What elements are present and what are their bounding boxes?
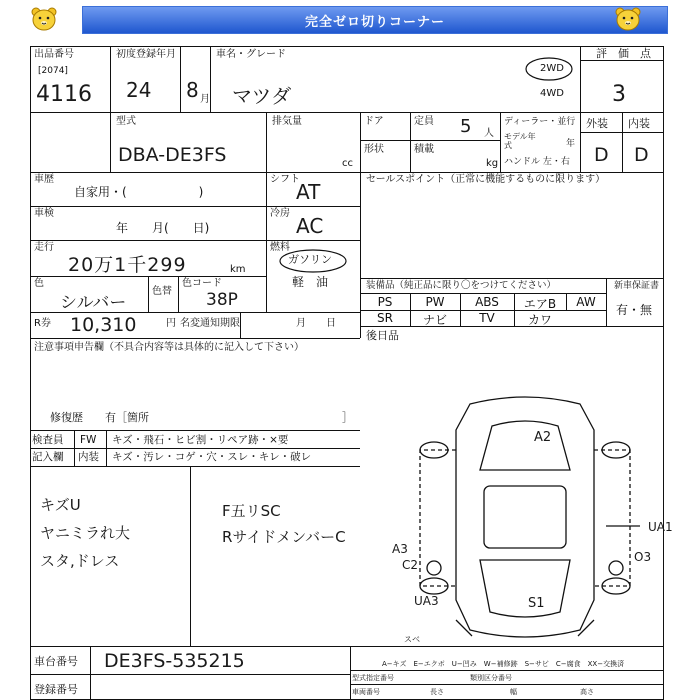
mileage-value: 20万1千299	[68, 254, 187, 276]
class-number-label: 類別区分番号	[470, 674, 512, 682]
inspection-value: 年 月( 日)	[116, 221, 210, 235]
equip-tv: TV	[479, 311, 495, 325]
color-value: シルバー	[60, 293, 127, 313]
interior-code-label: 内装	[78, 451, 99, 463]
door-label: ドア	[364, 116, 384, 127]
bear-mascot-icon-right	[614, 6, 642, 32]
banner	[0, 0, 700, 38]
equip-navi: ナビ	[422, 313, 447, 327]
banner-title: 完全ゼロ切りコーナー	[82, 6, 668, 34]
rating-label: 評 価 点	[596, 47, 651, 60]
drive-2wd: 2WD	[540, 63, 564, 74]
exterior-grade: D	[594, 144, 609, 166]
equip-pw: PW	[425, 295, 445, 309]
shift-value: AT	[296, 180, 321, 204]
rating-value: 3	[612, 82, 626, 107]
dealer-label: ディーラー・並行	[504, 117, 576, 127]
new-warranty-value: 有・無	[616, 303, 653, 317]
height-label: 高さ	[580, 688, 594, 696]
vehicle-number-label: 車両番号	[352, 688, 380, 696]
car-name: マツダ	[232, 84, 292, 108]
yen-unit: 円	[166, 318, 176, 329]
damage-ua3: UA3	[414, 594, 439, 608]
recycle-label: R券	[34, 318, 51, 329]
drive-2wd-circle	[524, 56, 574, 82]
damage-legend: A−キズ E−エクボ U−凹み W−補修跡 S−サビ C−腐食 XX−交換済	[382, 660, 625, 668]
handle-label: ハンドル 左・右	[504, 157, 570, 167]
equip-sr: SR	[377, 311, 393, 325]
equip-airbag: エアB	[523, 297, 557, 311]
model-value: DBA-DE3FS	[118, 144, 227, 166]
kg-unit: kg	[486, 158, 499, 169]
notes-label: 注意事項申告欄（不具合内容等は具体的に記入して下さい）	[34, 342, 304, 353]
width-label: 幅	[510, 688, 517, 696]
back-seat-label: 後日品	[366, 329, 399, 342]
color-change-label: 色替	[152, 286, 172, 297]
length-label: 長さ	[430, 688, 444, 696]
usage-value: 自家用・( )	[74, 185, 204, 199]
repair-history-close: ］	[342, 411, 353, 424]
displacement-label: 排気量	[272, 116, 302, 127]
car-damage-diagram	[410, 390, 640, 646]
first-reg-year: 24	[126, 78, 152, 102]
equip-ps: PS	[377, 295, 393, 309]
equip-aw: AW	[576, 295, 596, 309]
chassis-number: DE3FS-535215	[104, 650, 245, 672]
capacity-value: 5	[460, 116, 472, 137]
name-change-label: 名変通知期限	[180, 318, 240, 329]
repair-history-label: 修復歴 有［箇所	[50, 411, 149, 424]
lot-small: [2074]	[38, 66, 68, 76]
color-code-label: 色コード	[182, 278, 222, 289]
sales-point-label: セールスポイント（正常に機能するものに限ります）	[366, 174, 606, 185]
fuel-label: 燃料	[270, 242, 290, 253]
damage-ua1: UA1	[648, 520, 673, 534]
interior-codes: キズ・汚レ・コゲ・穴・スレ・キレ・破レ	[112, 451, 312, 463]
lot-number: 4116	[36, 82, 92, 107]
fw-label: FW	[80, 434, 97, 446]
shape-label: 形状	[364, 144, 384, 155]
chassis-label: 車台番号	[34, 655, 78, 668]
damage-a3: A3	[392, 542, 408, 556]
inspection-label: 車検	[34, 208, 54, 219]
record-label: 記入欄	[32, 451, 64, 463]
ac-label: 冷房	[270, 208, 290, 219]
equipment-label: 装備品（純正品に限り〇をつけてください）	[366, 280, 557, 291]
ac-value: AC	[296, 214, 324, 238]
damage-s1: S1	[528, 596, 545, 611]
shift-label: シフト	[270, 174, 300, 185]
exterior-label: 外装	[586, 117, 608, 130]
interior-grade: D	[634, 144, 649, 166]
km-unit: km	[230, 264, 246, 275]
equip-abs: ABS	[475, 295, 499, 309]
fuel-gas-circle	[278, 248, 348, 274]
model-label: 型式	[116, 116, 136, 127]
load-label: 積載	[414, 144, 434, 155]
damage-o3: O3	[634, 550, 652, 564]
color-code-value: 38P	[206, 290, 238, 310]
note-left-2: ヤニミラれ大	[40, 524, 131, 542]
interior-label: 内装	[628, 117, 650, 130]
drive-4wd: 4WD	[540, 88, 564, 99]
recycle-value: 10,310	[70, 314, 137, 336]
registration-label: 登録番号	[34, 683, 78, 696]
name-change-value: 月 日	[296, 318, 336, 329]
capacity-label: 定員	[414, 116, 434, 127]
usage-label: 車歴	[34, 174, 54, 185]
fw-codes: キズ・飛石・ヒビ割・リペア跡・×要	[112, 434, 289, 446]
type-designation-label: 型式指定番号	[352, 674, 394, 682]
lot-label: 出品番号	[34, 49, 74, 60]
new-warranty-label: 新車保証書	[614, 281, 660, 291]
damage-c2: C2	[402, 558, 419, 572]
note-left-1: キズU	[40, 496, 81, 514]
year-unit: 年	[566, 139, 576, 149]
equip-leather: カワ	[527, 313, 552, 327]
car-name-label: 車名・グレード	[216, 49, 286, 60]
fuel-gas: ガソリン	[288, 253, 332, 266]
cc-unit: cc	[342, 158, 353, 169]
note-left-3: スタ,ドレス	[40, 552, 120, 570]
mileage-label: 走行	[34, 242, 54, 253]
model-year-label: モデル年式	[504, 132, 536, 150]
note-right-2: RサイドメンバーC	[222, 528, 346, 546]
damage-a2: A2	[534, 430, 552, 445]
color-label: 色	[34, 278, 44, 289]
first-reg-month: 8	[186, 78, 199, 102]
capacity-unit: 人	[484, 128, 494, 139]
first-reg-label: 初度登録年月	[116, 49, 176, 60]
month-unit: 月	[200, 94, 210, 105]
bear-mascot-icon	[30, 6, 58, 32]
inspector-label: 検査員	[32, 434, 64, 446]
diagram-sub: スベ	[404, 635, 420, 644]
fuel-diesel: 軽 油	[292, 275, 329, 289]
auction-sheet	[30, 46, 673, 700]
note-right-1: F五リSC	[222, 502, 281, 520]
